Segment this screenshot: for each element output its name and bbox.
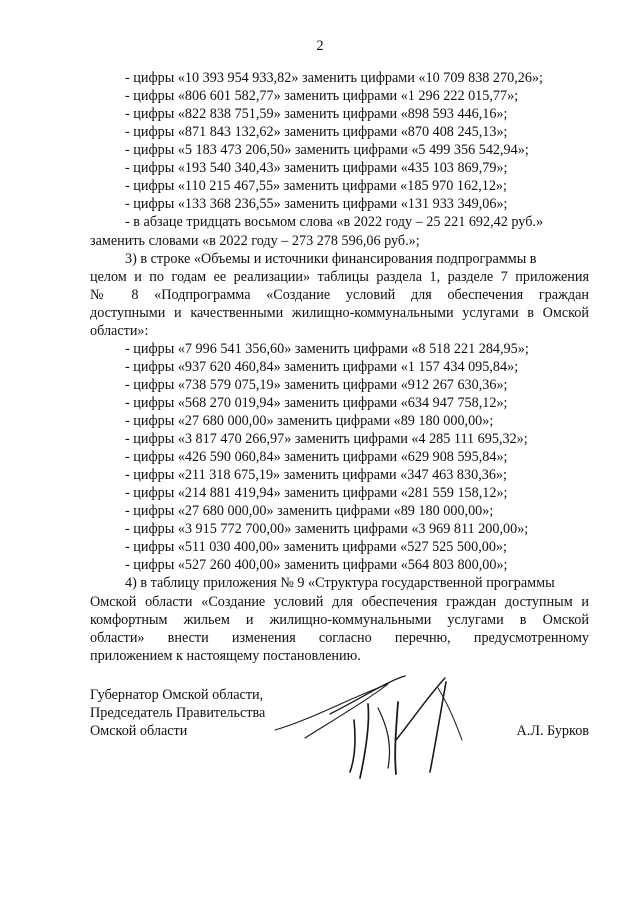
text-line — [0, 322, 640, 340]
text-line — [0, 647, 640, 665]
text-line-content: - цифры «3 915 772 700,00» заменить цифрами «3 969 811 200,00»; — [125, 521, 529, 538]
text-line — [0, 123, 640, 141]
text-line-content: - цифры «27 680 000,00» заменить цифрами «89 180 000,00»; — [125, 412, 494, 429]
text-line — [0, 304, 640, 322]
text-line-content: области» внести изменения согласно перечню, предусмотренному — [90, 629, 589, 646]
text-line — [0, 105, 640, 123]
text-line-content: - цифры «27 680 000,00» заменить цифрами «89 180 000,00»; — [125, 503, 494, 520]
text-line-content: - цифры «937 620 460,84» заменить цифрами «1 157 434 095,84»; — [125, 358, 519, 375]
text-line — [0, 195, 640, 213]
text-line-content: - цифры «426 590 060,84» заменить цифрами «629 908 595,84»; — [125, 449, 508, 466]
text-line-content: № 8 «Подпрограмма «Создание условий для обеспечения граждан — [90, 286, 589, 303]
text-line-content: - цифры «193 540 340,43» заменить цифрами «435 103 869,79»; — [125, 160, 508, 177]
text-line — [0, 556, 640, 574]
text-line — [0, 376, 640, 394]
text-line-content: комфортным жильем и жилищно-коммунальными услугами в Омской — [90, 611, 589, 628]
handwritten-signature — [270, 668, 480, 783]
signer-position-line-2: Председатель Правительства — [90, 705, 266, 721]
text-line — [0, 159, 640, 177]
text-line — [0, 69, 640, 87]
text-line — [0, 574, 640, 592]
text-line — [0, 177, 640, 195]
text-line-content: - цифры «133 368 236,55» заменить цифрами «131 933 349,06»; — [125, 196, 508, 213]
page-number: 2 — [316, 38, 324, 54]
text-line — [0, 250, 640, 268]
text-line-content: - цифры «738 579 075,19» заменить цифрами «912 267 630,36»; — [125, 376, 508, 393]
text-line — [0, 448, 640, 466]
text-line-content: - цифры «511 030 400,00» заменить цифрами «527 525 500,00»; — [125, 539, 507, 556]
text-line-content: - цифры «871 843 132,62» заменить цифрами «870 408 245,13»; — [125, 124, 508, 141]
text-line-content: - цифры «10 393 954 933,82» заменить цифрами «10 709 838 270,26»; — [125, 70, 543, 86]
text-line — [0, 502, 640, 520]
text-line — [0, 358, 640, 376]
text-line-content: - цифры «110 215 467,55» заменить цифрами «185 970 162,12»; — [125, 178, 507, 195]
text-line-content: - цифры «7 996 541 356,60» заменить цифрами «8 518 221 284,95»; — [125, 340, 529, 357]
text-line-content: - цифры «568 270 019,94» заменить цифрами «634 947 758,12»; — [125, 394, 508, 411]
text-line — [0, 538, 640, 556]
text-line-content: - цифры «527 260 400,00» заменить цифрами «564 803 800,00»; — [125, 557, 508, 574]
text-line — [0, 268, 640, 286]
text-line — [0, 232, 640, 250]
text-line — [0, 213, 640, 231]
text-line-content: целом и по годам ее реализации» таблицы раздела 1, разделе 7 приложения — [90, 268, 589, 285]
text-line-content: - цифры «822 838 751,59» заменить цифрами «898 593 446,16»; — [125, 106, 508, 123]
signer-name: А.Л. Бурков — [516, 723, 589, 739]
text-line — [0, 466, 640, 484]
text-line-content: доступными и качественными жилищно-коммунальными услугами в Омской — [90, 304, 589, 321]
text-line — [0, 286, 640, 304]
text-line — [0, 593, 640, 611]
text-line — [0, 484, 640, 502]
text-line-content: области»: — [90, 322, 149, 339]
text-line-content: - цифры «3 817 470 266,97» заменить цифрами «4 285 111 695,32»; — [125, 431, 528, 447]
text-line-content: - цифры «5 183 473 206,50» заменить цифрами «5 499 356 542,94»; — [125, 142, 529, 159]
signer-position-line-3: Омской области — [90, 723, 188, 739]
text-line-content: 4) в таблицу приложения № 9 «Структура государственной программы — [125, 575, 555, 592]
text-line — [0, 611, 640, 629]
text-line — [0, 340, 640, 358]
text-line — [0, 629, 640, 647]
text-line-content: - цифры «806 601 582,77» заменить цифрами «1 296 222 015,77»; — [125, 88, 519, 104]
signer-position-line-1: Губернатор Омской области, — [90, 687, 264, 703]
text-line-content: - цифры «211 318 675,19» заменить цифрами «347 463 830,36»; — [125, 467, 507, 484]
text-line — [0, 394, 640, 412]
text-line — [0, 520, 640, 538]
text-line-content: - в абзаце тридцать восьмом слова «в 2022 году – 25 221 692,42 руб.» — [125, 214, 544, 231]
text-line-content: - цифры «214 881 419,94» заменить цифрами «281 559 158,12»; — [125, 485, 508, 502]
text-line-content: заменить словами «в 2022 году – 273 278 596,06 руб.»; — [90, 232, 420, 249]
text-line-content: 3) в строке «Объемы и источники финансирования подпрограммы в — [125, 250, 537, 267]
text-line — [0, 87, 640, 105]
text-line-content: Омской области «Создание условий для обеспечения граждан доступным и — [90, 593, 589, 610]
text-line — [0, 412, 640, 430]
text-line — [0, 141, 640, 159]
text-line — [0, 430, 640, 448]
text-line-content: приложением к настоящему постановлению. — [90, 647, 361, 664]
